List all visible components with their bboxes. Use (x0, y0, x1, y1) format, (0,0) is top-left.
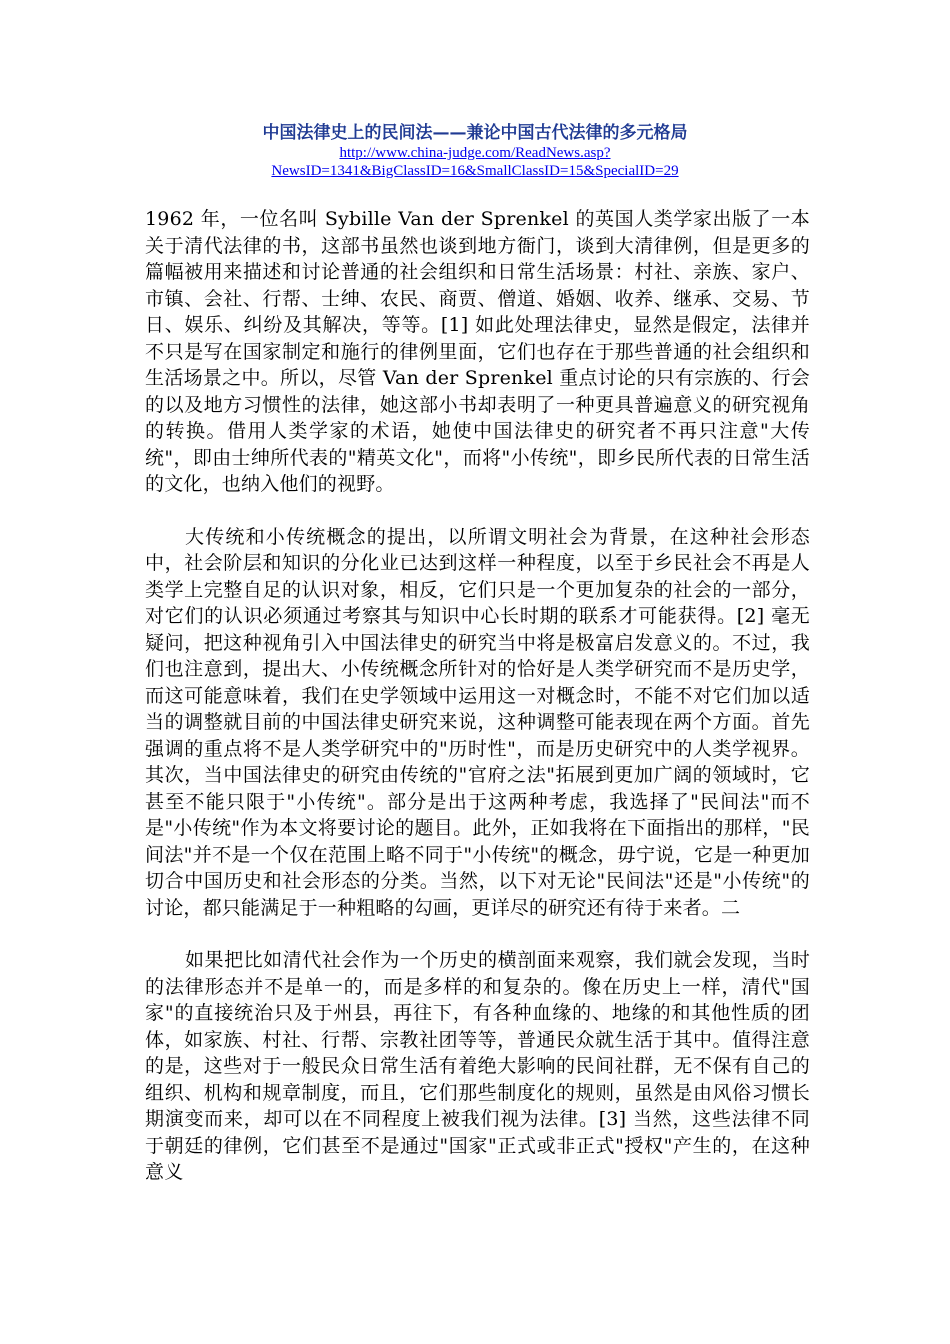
paragraph-3: 如果把比如清代社会作为一个历史的横剖面来观察，我们就会发现，当时的法律形态并不是单一的，而是多样的和复杂的。像在历史上一样，清代"国家"的直接统治只及于州县，再往下，有各种血缘的、地缘的和其他性质的团体，如家族、村社、行帮、宗教社团等等，普通民众就生活于其中。值得注意的是，这些对于一般民众日常生活有着绝大影响的民间社群，无不保有自己的组织、机构和规章制度，而且，它们那些制度化的规则，虽然是由风俗习惯长期演变而来，却可以在不同程度上被我们视为法律。[3] 当然，这些法律不同于朝廷的律例，它们甚至不是通过"国家"正式或非正式"授权"产生的，在这种意义 (145, 949, 810, 1183)
article-body (145, 206, 810, 1186)
paragraph-2: 大传统和小传统概念的提出，以所谓文明社会为背景，在这种社会形态中，社会阶层和知识的分化业已达到这样一种程度，以至于乡民社会不再是人类学上完整自足的认识对象，相反，它们只是一个更加复杂的社会的一部分，对它们的认识必须通过考察其与知识中心长时期的联系才可能获得。[2] 毫无疑问，把这种视角引入中国法律史的研究当中将是极富启发意义的。不过，我们也注意到，提出大、小传统概念所针对的恰好是人类学研究而不是历史学，而这可能意味着，我们在史学领域中运用这一对概念时，不能不对它们加以适当的调整就目前的中国法律史研究来说，这种调整可能表现在两个方面。首先强调的重点将不是人类学研究中的"历时性"，而是历史研究中的人类学视界。其次，当中国法律史的研究由传统的"官府之法"拓展到更加广阔的领域时，它甚至不能只限于"小传统"。部分是出于这两种考虑，我选择了"民间法"而不是"小传统"作为本文将要讨论的题目。此外，正如我将在下面指出的那样，"民间法"并不是一个仅在范围上略不同于"小传统"的概念，毋宁说，它是一种更加切合中国历史和社会形态的分类。当然，以下对无论"民间法"还是"小传统"的讨论，都只能满足于一种粗略的勾画，更详尽的研究还有待于来者。二 (145, 525, 810, 919)
article-title: 中国法律史上的民间法——兼论中国古代法律的多元格局 (262, 123, 688, 143)
source-link-line-2[interactable]: NewsID=1341&BigClassID=16&SmallClassID=15&SpecialID=29 (271, 163, 679, 179)
source-link-line-1[interactable]: http://www.china-judge.com/ReadNews.asp? (339, 145, 611, 161)
article-header (0, 122, 950, 180)
paragraph-1: 1962 年，一位名叫 Sybille Van der Sprenkel 的英国人类学家出版了一本关于清代法律的书，这部书虽然也谈到地方衙门，谈到大清律例，但是更多的篇幅被用来描述和讨论普通的社会组织和日常生活场景：村社、亲族、家户、市镇、会社、行帮、士绅、农民、商贾、僧道、婚姻、收养、继承、交易、节日、娱乐、纠纷及其解决，等等。[1] 如此处理法律史，显然是假定，法律并不只是写在国家制定和施行的律例里面，它们也存在于那些普通的社会组织和生活场景之中。所以，尽管 Van der Sprenkel 重点讨论的只有宗族的、行会的以及地方习惯性的法律，她这部小书却表明了一种更具普遍意义的研究视角的转换。借用人类学家的术语，她使中国法律史的研究者不再只注意"大传统"，即由士绅所代表的"精英文化"，而将"小传统"，即乡民所代表的日常生活的文化，也纳入他们的视野。 (145, 208, 810, 495)
